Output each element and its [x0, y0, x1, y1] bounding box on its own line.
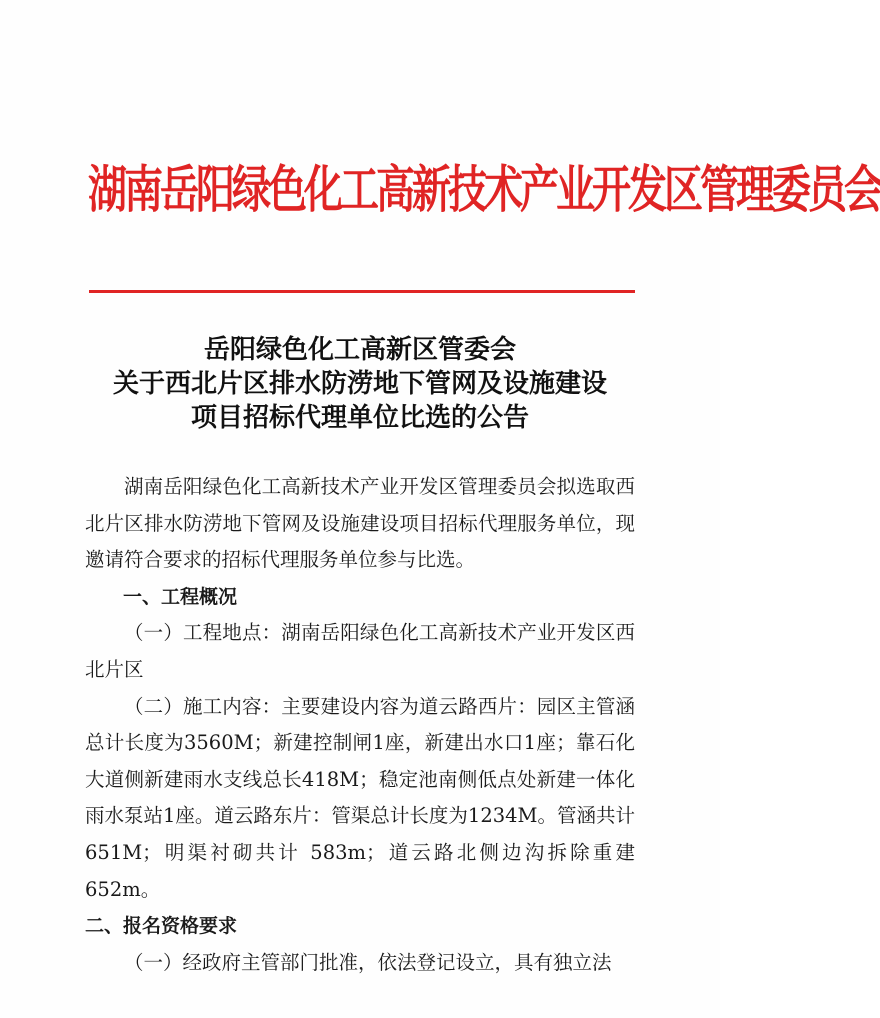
paragraph-construction-content: （二）施工内容：主要建设内容为道云路西片：园区主管涵总计长度为3560M；新建控制闸1座，新建出水口1座；靠石化大道侧新建雨水支线总长418M；稳定池南侧低点处新建一体化雨水泵站1座。道云路东片：管渠总计长度为1234M。管涵共计651M；明渠衬砌共计 583m；道云路北侧边沟拆除重建 652m。 — [85, 694, 635, 901]
intro-paragraph: 湖南岳阳绿色化工高新技术产业开发区管理委员会拟选取西北片区排水防涝地下管网及设施建设项目招标代理服务单位，现邀请符合要求的招标代理服务单位参与比选。 — [85, 475, 635, 572]
title-line-3: 项目招标代理单位比选的公告 — [190, 403, 529, 433]
paragraph-project-location: （一）工程地点：湖南岳阳绿色化工高新技术产业开发区西北片区 — [85, 621, 635, 681]
red-divider-line — [89, 290, 635, 293]
section-heading-registration-requirements: 二、报名资格要求 — [85, 915, 238, 938]
document-body — [85, 469, 635, 981]
document-title — [60, 333, 660, 435]
section-heading-project-overview: 一、工程概况 — [123, 585, 238, 608]
title-line-1: 岳阳绿色化工高新区管委会 — [203, 335, 516, 365]
paragraph-requirement-1: （一）经政府主管部门批准，依法登记设立，具有独立法 — [124, 950, 612, 974]
title-line-2: 关于西北片区排水防涝地下管网及设施建设 — [112, 369, 607, 399]
red-letterhead-org-name: 湖南岳阳绿色化工高新技术产业开发区管理委员会 — [88, 160, 880, 221]
